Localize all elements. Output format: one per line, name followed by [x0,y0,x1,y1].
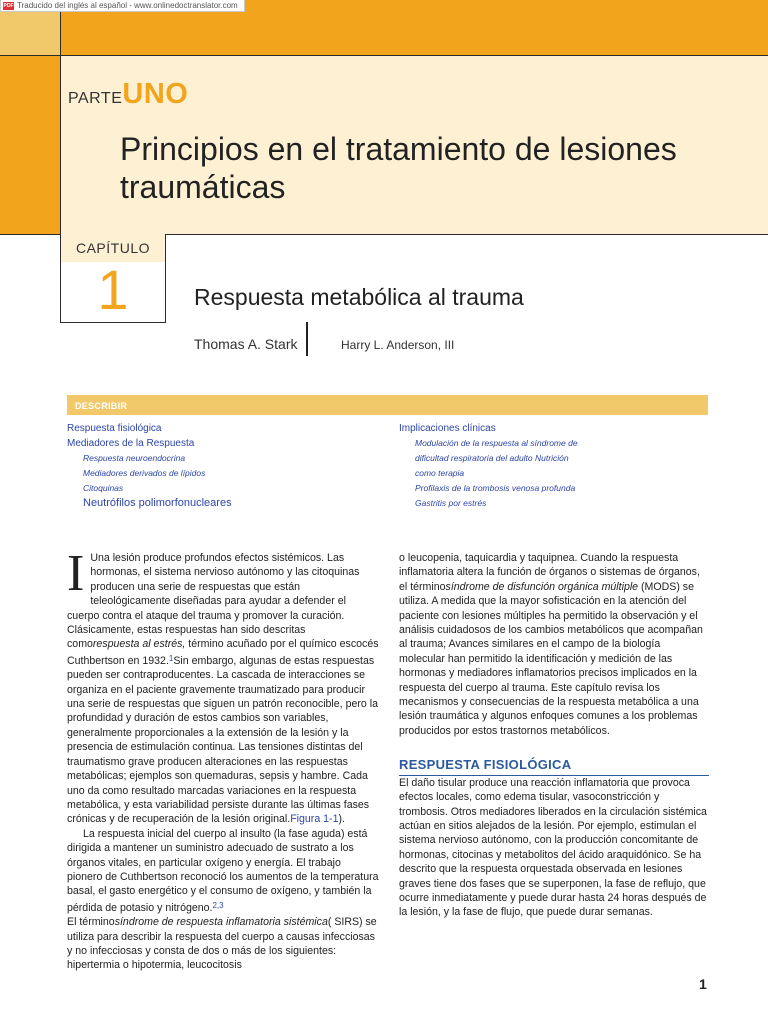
header-band-left [0,56,61,234]
chapter-number: 1 [97,258,129,321]
figure-link[interactable]: Figura 1-1 [290,813,339,826]
outline-entry[interactable]: Gastritis por estrés [415,498,487,508]
part-number: UNO [122,78,189,110]
part-title: Principios en el tratamiento de lesiones traumáticas [120,131,677,205]
outline-entry[interactable]: Modulación de la respuesta al síndrome de [415,438,578,448]
outline-entry[interactable]: Mediadores de la Respuesta [67,438,195,449]
author-primary: Thomas A. Stark [194,336,298,352]
outline-entry[interactable]: Mediadores derivados de lípidos [83,468,206,478]
pdf-icon: PDF [3,2,14,9]
para-text: El término [67,916,115,929]
body-right-column [399,551,709,920]
part-label [68,78,188,111]
chapter-box [60,234,166,323]
body-left-column [67,545,379,973]
outline-entry[interactable]: Respuesta fisiológica [67,423,162,434]
para-text: (MODS) se utiliza. A medida que la mayor sofisticación en la atención del paciente con lesiones múltiples ha permitido la observación y el análisis cuidadosos de los cambios metabólicos que acompañan al trauma; Avances similares en el campo de la biología molecular han permitido la identificación y medición de las hormonas y mediadores inflamatorios precisos implicados en la respuesta del cuerpo al trauma. Este capítulo revisa los mecanismos y consecuencias de la respuesta metabólica a una lesión traumática y algunos enfoques comunes a los problemas producidos por estos trastornos metabólicos. [399,580,703,737]
para-italic: síndrome de disfunción orgánica múltiple [445,580,639,593]
drop-cap: I [67,545,85,602]
para-text: ( SIRS) se utiliza para describir la respuesta del cuerpo a causas infecciosas y no infecciosas y consta de dos o más de los siguientes: hipertermia o hipotermia, leucocitosis [67,916,377,972]
outline-left-column [67,421,367,511]
para-text: o leucopenia, taquicardia y taquipnea. Cuando la respuesta inflamatoria altera la función de órganos o sistemas de órganos, el término [399,552,700,593]
outline-entry[interactable]: como terapia [415,468,465,478]
para-text: La respuesta inicial del cuerpo al insulto (la fase aguda) está dirigida a mantener un suministro adecuado de sustrato a los órganos vitales, en particular oxígeno y energía. El trabajo pionero de Cuthbertson reconoció los aumentos de la temperatura basal, el gasto energético y el consumo de oxígeno, y también la pérdida de potasio y nitrógeno. [67,827,379,914]
outline-right-column [399,421,699,511]
para-text: ). [338,813,345,826]
outline-entry[interactable]: Respuesta neuroendocrina [83,453,186,463]
outline-header [67,395,708,415]
author-separator [306,322,308,356]
reference-link[interactable]: 2,3 [212,900,224,910]
para-italic: síndrome de respuesta inflamatoria sistémica [114,916,328,929]
outline-entry[interactable]: Implicaciones clínicas [399,423,496,434]
section-paragraph: El daño tisular produce una reacción inflamatoria que provoca efectos locales, como edema tisular, vasoconstricción y trombosis. Otros mediadores liberados en la circulación sistémica actúan en sitios alejados de la lesión. Por ejemplo, estimulan el sistema nervioso autónomo, con la producción concomitante de hormonas, citocinas y metabolitos del ácido araquidónico. Se ha descrito que la respuesta orquestada observada en lesiones graves tiene dos fases que se superponen, la fase de reflujo, que ocurre inmediatamente y puede durar hasta 24 horas después de la lesión, y la fase de flujo, que puede durar semanas. [399,776,707,919]
para-text: Sin embargo, algunas de estas respuestas pueden ser contraproducentes. La cascada de interacciones se organiza en el paciente gravemente traumatizado para producir una serie de respuestas que siguen un patrón reconocible, pero la profundidad y duración de estos cambios son variables, generalmente proporcionales a la extensión de la lesión y la presencia de estimulación continua. Las tensiones distintas del traumatismo grave producen alteraciones en las respuestas metabólicas; ejemplos son quemaduras, sepsis y hambre. Cada uno da como resultado marcadas variaciones en la respuesta metabólica, y esta variabilidad persiste durante las últimas fases crónicas y de recuperación de la lesión original. [67,654,378,826]
translation-banner[interactable] [0,0,245,12]
outline-heading: DESCRIBIR [75,401,128,411]
author-secondary: Harry L. Anderson, III [341,338,455,352]
section-heading: RESPUESTA FISIOLÓGICA [399,758,709,775]
outline-entry[interactable]: Citoquinas [83,483,124,493]
para-text: Una lesión produce profundos efectos sistémicos. Las hormonas, el sistema nervioso autónomo y las citoquinas producen una serie de respuestas que están teleológicamente diseñadas para ayudar a defender el cuerpo contra el ataque del trauma y promover la curación. Clásicamente, estas respuestas han sido descritas como [67,552,360,651]
chapter-title: Respuesta metabólica al trauma [194,284,524,310]
page-number: 1 [699,976,707,992]
translation-banner-link[interactable]: Traducido del inglés al español - www.onlinedoctranslator.com [17,1,238,10]
para-text: término acuñado por el químico escocés Cuthbertson en 1932. [67,638,379,667]
outline-entry[interactable]: Neutrófilos polimorfonucleares [83,497,232,509]
outline-entry[interactable]: dificultad respiratoria del adulto Nutrición [415,453,569,463]
part-label-text: PARTE [68,90,123,107]
para-italic: respuesta al estrés, [92,638,186,651]
chapter-label: CAPÍTULO [61,234,165,262]
outline-entry[interactable]: Profilaxis de la trombosis venosa profunda [415,483,576,493]
reference-link[interactable]: 1 [168,653,174,663]
